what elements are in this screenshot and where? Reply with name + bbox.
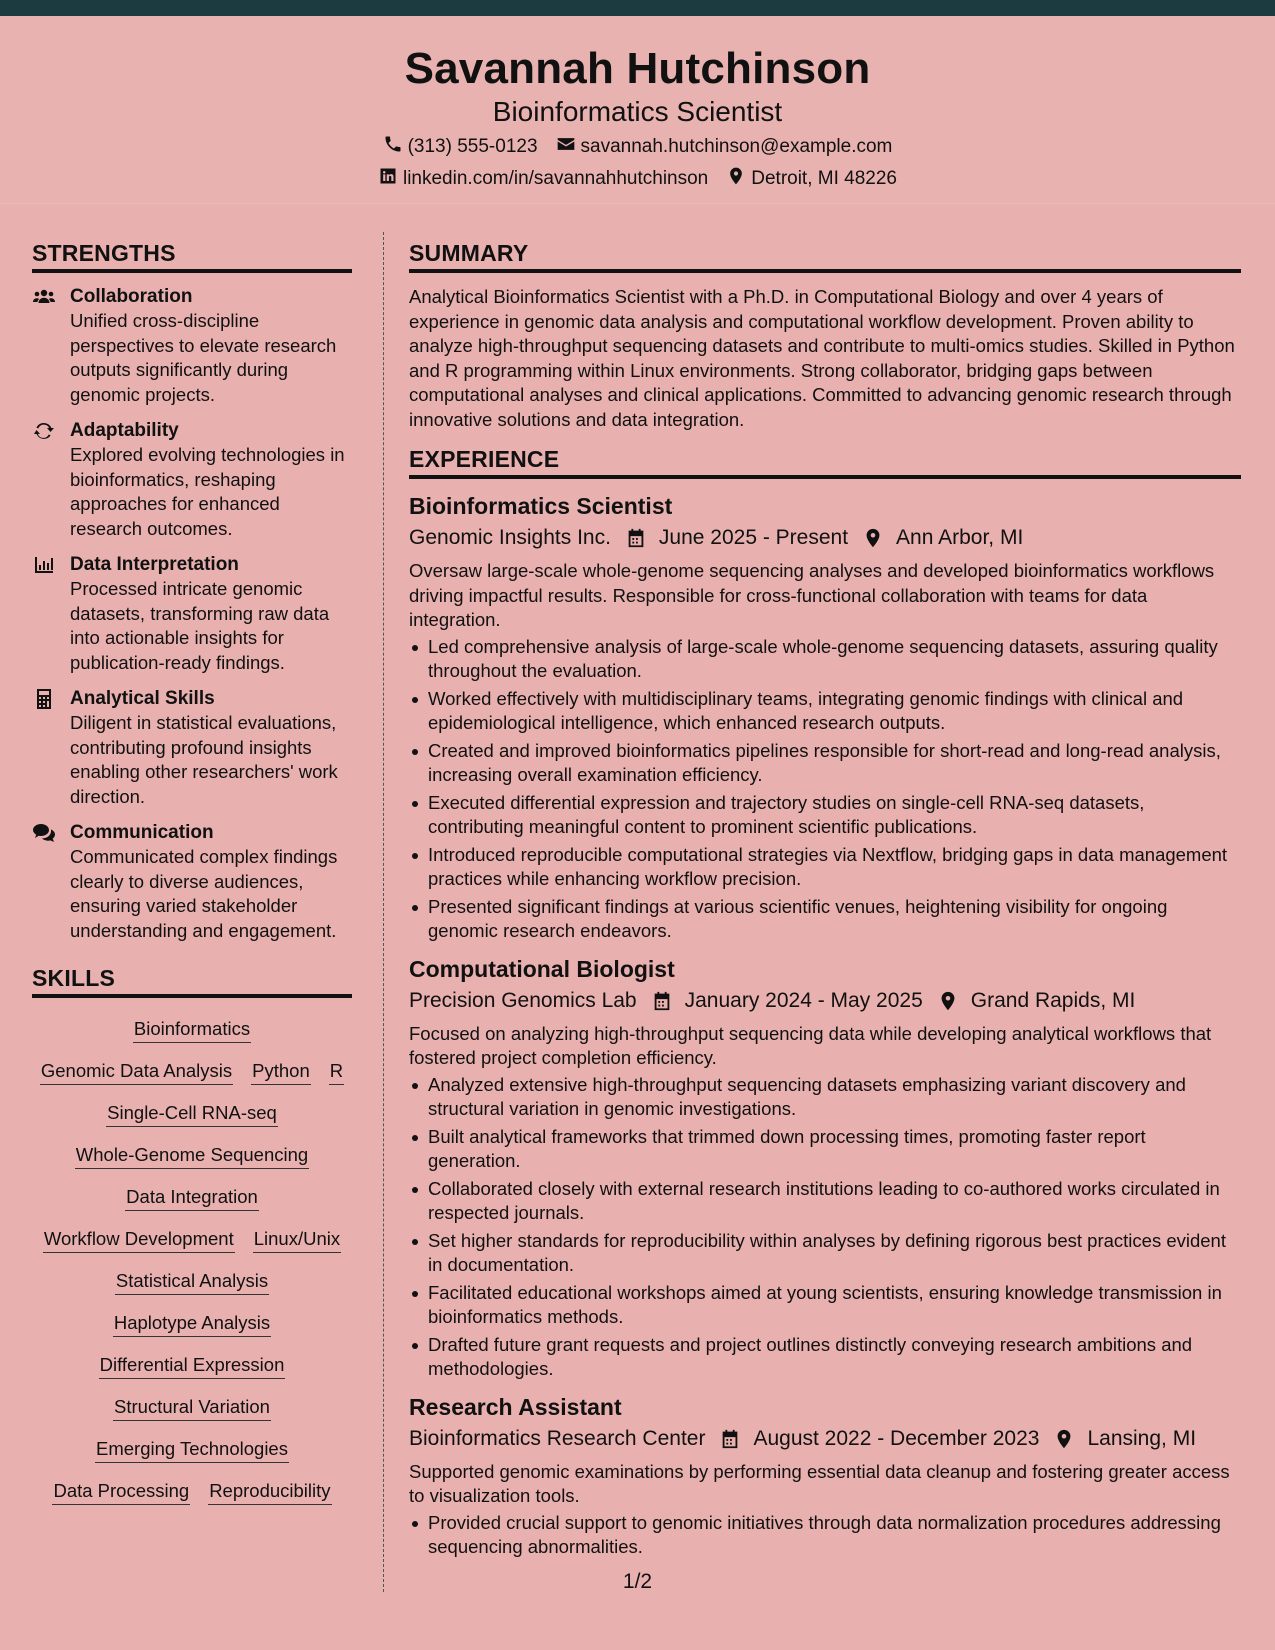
location-contact (726, 166, 897, 192)
job-description: Focused on analyzing high-throughput sequencing data while developing analytical workflows that fostered project completion efficiency. (409, 1022, 1212, 1068)
bullet-item: Worked effectively with multidisciplinary teams, integrating genomic findings with clinical and epidemiological intelligence, which enhanced research outputs. (409, 687, 1241, 736)
skill-tag: Data Integration (125, 1184, 259, 1211)
bullet-item: Analyzed extensive high-throughput sequencing datasets emphasizing variant discovery and structural variation in genomic investigations. (409, 1073, 1241, 1122)
strength-title: Analytical Skills (70, 688, 215, 709)
job-title: Bioinformatics Scientist (409, 493, 673, 519)
skill-tag: Data Processing (52, 1478, 190, 1505)
column-divider (383, 232, 384, 1592)
summary-text: Analytical Bioinformatics Scientist with a Ph.D. in Computational Biology and over 4 years of experience in genomic data analysis and computational workflow development. Proven ability to analyze high-throughput sequencing datasets and contribute to multi-omics studies. Skilled in Python and R programming within Linux environments. Strong collaborator, bridging gaps between computational analyses and clinical applications. Committed to advancing genomic research through innovative solutions and data integration. (409, 286, 1235, 430)
bar-chart-icon (32, 553, 56, 577)
calendar-icon (651, 990, 673, 1012)
skill-row (32, 1142, 352, 1169)
map-pin-icon (937, 990, 959, 1012)
skill-row (32, 1184, 352, 1211)
strength-item (32, 285, 352, 407)
strength-item (32, 553, 352, 675)
skill-tag: Workflow Development (43, 1226, 235, 1253)
bullet-item: Executed differential expression and trajectory studies on single-cell RNA-seq datasets, contributing meaningful content to prominent scientific publications. (409, 791, 1241, 840)
calendar-icon (719, 1428, 741, 1450)
right-column (409, 240, 1241, 1570)
bullet-item: Set higher standards for reproducibility within analyses by defining rigorous best practices evident in documentation. (409, 1229, 1241, 1278)
skill-tag: Linux/Unix (253, 1226, 341, 1253)
skill-tag: R (329, 1058, 344, 1085)
strength-item (32, 687, 352, 809)
job-meta (409, 1424, 1241, 1454)
skill-row (32, 1016, 352, 1043)
bullet-item: Built analytical frameworks that trimmed down processing times, promoting faster report generation. (409, 1125, 1241, 1174)
skill-tag: Haplotype Analysis (113, 1310, 271, 1337)
skill-tag: Emerging Technologies (95, 1436, 289, 1463)
skill-tag: Structural Variation (113, 1394, 271, 1421)
strength-title: Communication (70, 822, 214, 843)
skill-row (32, 1478, 352, 1505)
job-bullets (409, 1073, 1241, 1382)
job-location: Grand Rapids, MI (970, 988, 1136, 1012)
job-title: Research Assistant (409, 1393, 622, 1420)
linkedin-contact[interactable] (378, 166, 708, 192)
envelope-icon (556, 134, 576, 160)
calculator-icon (32, 687, 56, 711)
skill-tag: Single-Cell RNA-seq (106, 1100, 278, 1127)
job-description: Supported genomic examinations by performing essential data cleanup and fostering greater access to visualization tools. (409, 1460, 1230, 1506)
phone-contact[interactable] (383, 134, 538, 160)
calendar-icon (625, 527, 647, 549)
skill-tag: Genomic Data Analysis (40, 1058, 233, 1085)
skill-row (32, 1268, 352, 1295)
job-bullets (409, 1511, 1241, 1560)
strength-desc: Communicated complex findings clearly to diverse audiences, ensuring varied stakeholder understanding and engagement. (70, 846, 338, 941)
strength-desc: Unified cross-discipline perspectives to elevate research outputs significantly during genomic projects. (70, 310, 337, 405)
email-text: savannah.hutchinson@example.com (580, 136, 893, 157)
strength-desc: Processed intricate genomic datasets, transforming raw data into actionable insights for publication-ready findings. (70, 578, 330, 673)
bullet-item: Collaborated closely with external research institutions leading to co-authored works circulated in respected journals. (409, 1177, 1241, 1226)
top-accent-bar (0, 0, 1275, 16)
contact-row-2 (0, 166, 1275, 192)
job-title: Computational Biologist (409, 955, 675, 982)
skill-tag: Differential Expression (99, 1352, 286, 1379)
job-dates: January 2024 - May 2025 (684, 988, 923, 1012)
strengths-heading: STRENGTHS (32, 240, 352, 273)
email-contact[interactable] (556, 134, 893, 160)
job-description: Oversaw large-scale whole-genome sequencing analyses and developed bioinformatics workflows driving impactful results. Responsible for cross-functional collaboration with teams for data integration. (409, 560, 1215, 630)
skill-tag: Statistical Analysis (115, 1268, 269, 1295)
bullet-item: Introduced reproducible computational strategies via Nextflow, bridging gaps in data management practices while enhancing workflow precision. (409, 843, 1241, 892)
map-pin-icon (1053, 1428, 1075, 1450)
skill-row (32, 1100, 352, 1127)
skill-row (32, 1226, 352, 1253)
strength-desc: Diligent in statistical evaluations, contributing profound insights enabling other researchers' work direction. (70, 712, 338, 807)
map-pin-icon (726, 166, 746, 192)
page-number: 1/2 (622, 1570, 653, 1593)
skill-row (32, 1394, 352, 1421)
skill-row (32, 1352, 352, 1379)
location-text: Detroit, MI 48226 (751, 168, 897, 189)
left-column (32, 240, 352, 1520)
bullet-item: Facilitated educational workshops aimed at young scientists, ensuring knowledge transmission in bioinformatics methods. (409, 1281, 1241, 1330)
job-dates: August 2022 - December 2023 (753, 1426, 1040, 1450)
job-entry (409, 1392, 1241, 1560)
job-meta (409, 986, 1241, 1016)
experience-heading: EXPERIENCE (409, 446, 1241, 479)
refresh-icon (32, 419, 56, 443)
contact-row-1 (0, 134, 1275, 160)
strength-item (32, 419, 352, 541)
resume-header (0, 16, 1275, 204)
bullet-item: Drafted future grant requests and project outlines distinctly conveying research ambitions and methodologies. (409, 1333, 1241, 1382)
skills-heading: SKILLS (32, 965, 352, 998)
linkedin-text: linkedin.com/in/savannahhutchinson (402, 168, 709, 189)
comments-icon (32, 821, 56, 845)
company-name: Genomic Insights Inc. (409, 526, 611, 549)
phone-text: (313) 555-0123 (407, 136, 538, 157)
skill-tag: Reproducibility (208, 1478, 331, 1505)
company-name: Precision Genomics Lab (409, 988, 637, 1012)
job-title-heading: Bioinformatics Scientist (492, 96, 783, 127)
bullet-item: Created and improved bioinformatics pipelines responsible for short-read and long-read analysis, increasing overall examination efficiency. (409, 739, 1241, 788)
strength-title: Adaptability (70, 420, 179, 441)
strength-desc: Explored evolving technologies in bioinformatics, reshaping approaches for enhanced research outcomes. (70, 444, 345, 539)
strength-title: Data Interpretation (70, 554, 239, 575)
strength-item (32, 821, 352, 943)
job-location: Lansing, MI (1087, 1426, 1197, 1450)
job-meta (409, 523, 1241, 553)
skill-row (32, 1310, 352, 1337)
job-dates: June 2025 - Present (658, 526, 849, 549)
bullet-item: Provided crucial support to genomic initiatives through data normalization procedures addressing sequencing abnormalities. (409, 1511, 1241, 1560)
company-name: Bioinformatics Research Center (409, 1426, 706, 1450)
skill-tag: Bioinformatics (133, 1016, 251, 1043)
bullet-item: Led comprehensive analysis of large-scale whole-genome sequencing datasets, assuring quality throughout the evaluation. (409, 635, 1241, 684)
skills-list (32, 1010, 352, 1505)
job-location: Ann Arbor, MI (896, 526, 1024, 549)
candidate-name: Savannah Hutchinson (404, 44, 871, 93)
job-entry (409, 491, 1241, 944)
strength-title: Collaboration (70, 286, 193, 307)
phone-icon (383, 134, 403, 160)
job-entry (409, 954, 1241, 1382)
skill-row (32, 1058, 352, 1085)
bullet-item: Presented significant findings at various scientific venues, heightening visibility for ongoing genomic research endeavors. (409, 895, 1241, 944)
summary-heading: SUMMARY (409, 240, 1241, 273)
linkedin-icon (378, 166, 398, 192)
skill-tag: Python (251, 1058, 311, 1085)
job-bullets (409, 635, 1241, 944)
map-pin-icon (862, 527, 884, 549)
skill-tag: Whole-Genome Sequencing (75, 1142, 309, 1169)
skill-row (32, 1436, 352, 1463)
users-icon (32, 285, 56, 309)
